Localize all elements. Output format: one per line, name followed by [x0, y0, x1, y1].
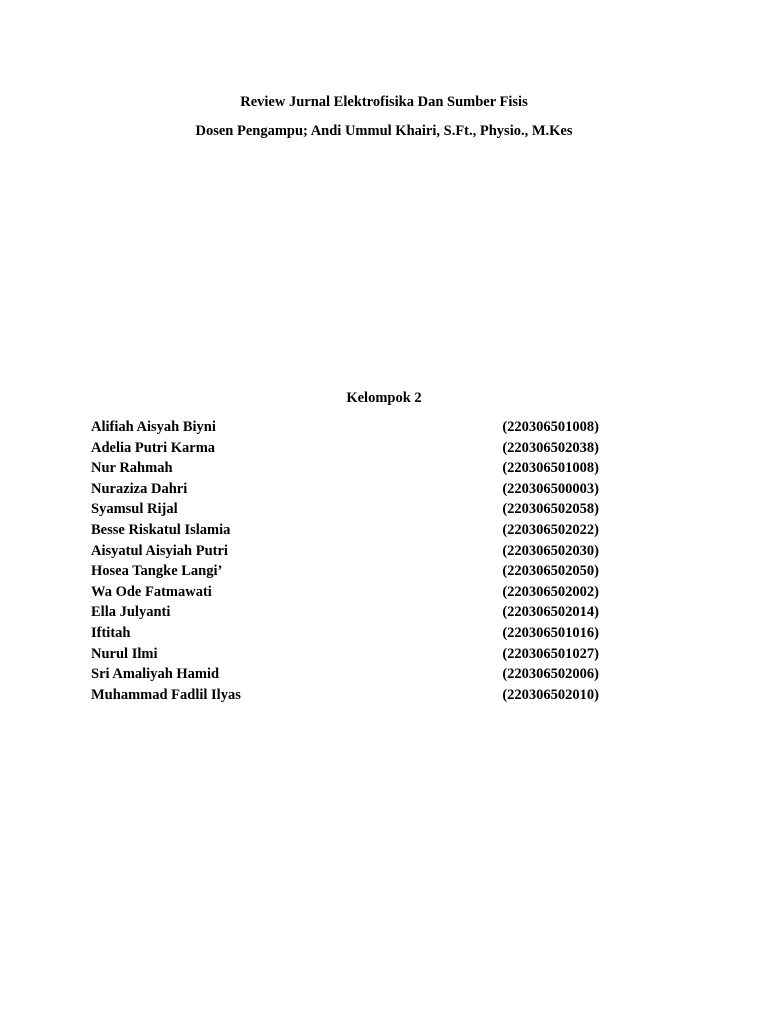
member-name: Sri Amaliyah Hamid: [91, 666, 220, 683]
member-id: (220306500003): [502, 480, 599, 497]
member-list: [91, 418, 599, 706]
member-name: Besse Riskatul Islamia: [91, 521, 231, 538]
member-row: [91, 562, 599, 583]
member-name: Adelia Putri Karma: [91, 439, 216, 456]
member-name: Aisyatul Aisyiah Putri: [91, 542, 228, 559]
member-row: [91, 624, 599, 645]
member-name: Alifiah Aisyah Biyni: [91, 419, 216, 435]
member-name: Iftitah: [91, 624, 131, 641]
member-row: [91, 686, 599, 707]
member-row: [91, 665, 599, 686]
member-id: (220306502022): [502, 521, 599, 538]
member-id: (220306501008): [502, 460, 599, 477]
member-row: [91, 583, 599, 604]
member-id: (220306501016): [502, 624, 599, 641]
member-row: [91, 603, 599, 624]
document-title: Review Jurnal Elektrofisika Dan Sumber Fisis: [240, 94, 528, 110]
group-heading: Kelompok 2: [346, 390, 422, 406]
member-row: [91, 521, 599, 542]
member-id: (220306502014): [502, 604, 599, 621]
member-row: [91, 459, 599, 480]
member-name: Nur Rahmah: [91, 460, 173, 477]
member-id: (220306502010): [502, 686, 599, 703]
member-id: (220306502050): [502, 563, 599, 580]
member-name: Wa Ode Fatmawati: [91, 583, 212, 600]
member-id: (220306501027): [502, 645, 599, 662]
member-id: (220306502002): [502, 583, 599, 600]
member-id: (220306502006): [502, 666, 599, 683]
member-id: (220306502030): [502, 542, 599, 559]
member-row: [91, 439, 599, 460]
member-name: Hosea Tangke Langi’: [91, 563, 223, 580]
member-row: [91, 645, 599, 666]
member-name: Syamsul Rijal: [91, 501, 178, 518]
lecturer-line: Dosen Pengampu; Andi Ummul Khairi, S.Ft., Physio., M.Kes: [195, 123, 573, 139]
member-name: Nuraziza Dahri: [91, 480, 188, 497]
member-row: [91, 500, 599, 521]
member-name: Nurul Ilmi: [91, 645, 158, 662]
member-row: [91, 480, 599, 501]
member-name: Muhammad Fadlil Ilyas: [91, 686, 241, 703]
member-id: (220306502058): [502, 501, 599, 518]
member-name: Ella Julyanti: [91, 604, 171, 621]
member-id: (220306502038): [502, 439, 599, 456]
member-row: [91, 418, 599, 439]
member-id: (220306501008): [502, 419, 599, 435]
member-row: [91, 542, 599, 563]
